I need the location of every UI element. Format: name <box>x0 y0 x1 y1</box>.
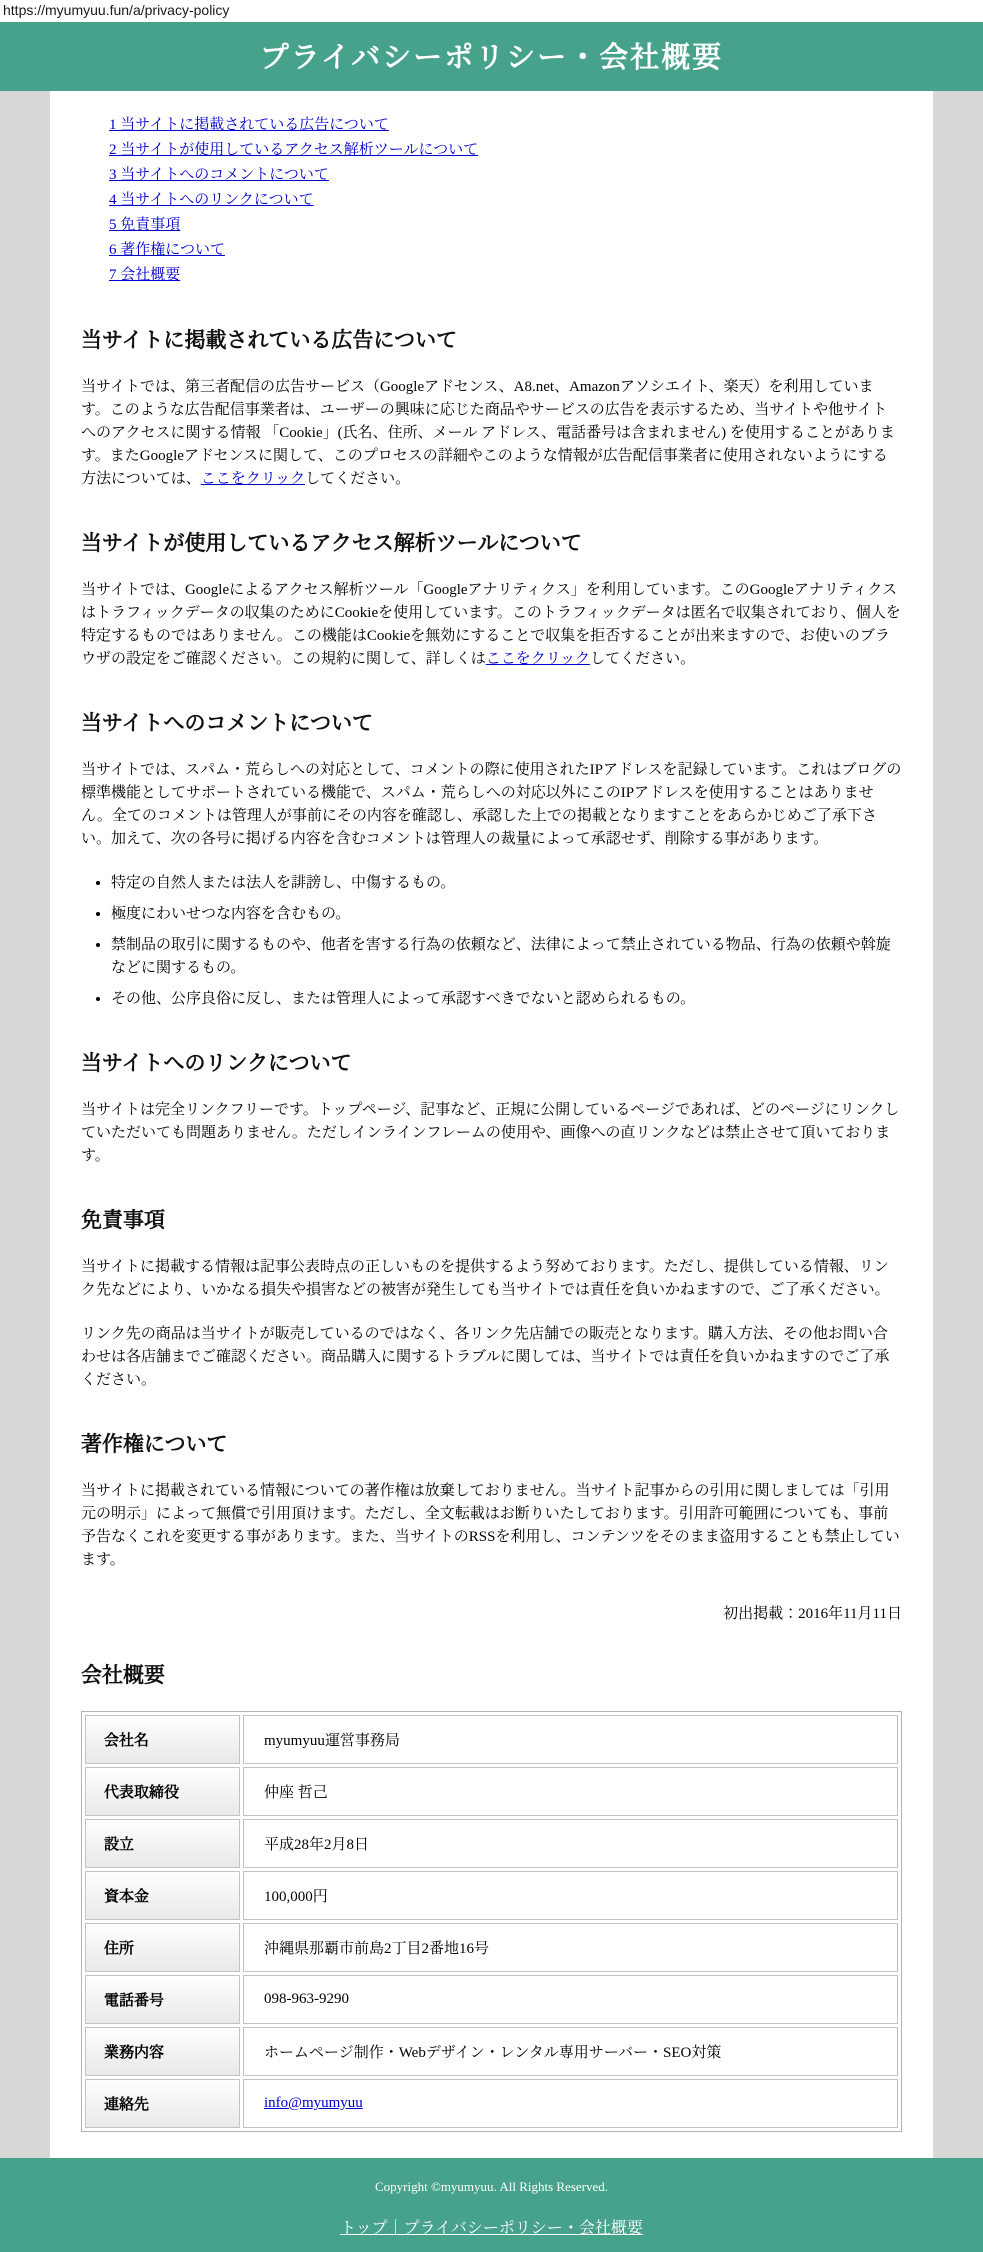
company-row-founded <box>85 1819 898 1868</box>
section-comments <box>81 707 902 1011</box>
toc-link-disclaimer[interactable]: 5 免責事項 <box>109 217 181 233</box>
toc-link-links[interactable]: 4 当サイトへのリンクについて <box>109 192 314 208</box>
section-links-heading: 当サイトへのリンクについて <box>81 1052 352 1075</box>
footer-nav-link[interactable]: トップ｜プライバシーポリシー・会社概要 <box>340 2220 643 2237</box>
content-card <box>50 91 933 2158</box>
comment-policy-item: • 禁制品の取引に関するものや、他者を害する行為の依頼など、法律によって禁止されている物品、行為の依頼や斡旋などに関するもの。 <box>111 934 902 980</box>
section-analytics <box>81 527 902 671</box>
company-row-label: 代表取締役 <box>85 1767 240 1816</box>
section-analytics-paragraph <box>81 579 902 671</box>
company-row-value: 098-963-9290 <box>243 1975 898 2024</box>
ads-optout-link[interactable]: ここをクリック <box>200 471 306 487</box>
toc-link-company[interactable]: 7 会社概要 <box>109 267 181 283</box>
company-row-business <box>85 2027 898 2076</box>
page-background <box>0 91 983 2158</box>
first-published-date: 初出掲載：2016年11月11日 <box>723 1606 902 1622</box>
company-row-value: ホームページ制作・Webデザイン・レンタル専用サーバー・SEO対策 <box>243 2027 898 2076</box>
section-disclaimer-heading: 免責事項 <box>81 1209 165 1232</box>
company-row-contact <box>85 2079 898 2128</box>
url-bar <box>0 0 983 22</box>
table-of-contents <box>109 113 902 288</box>
comment-policy-item: • 極度にわいせつな内容を含むもの。 <box>111 903 902 926</box>
analytics-terms-link[interactable]: ここをクリック <box>485 651 591 667</box>
section-copyright-paragraph: 当サイトに掲載されている情報についての著作権は放棄しておりません。当サイト記事からの引用に関しましては「引用元の明示」によって無償で引用頂けます。ただし、全文転載はお断りいたしております。引用許可範囲についても、事前予告なくこれを変更する事があります。また、当サイトのRSSを利用し、コンテンツをそのまま盗用することも禁止しています。 <box>81 1483 900 1568</box>
company-row-label: 業務内容 <box>85 2027 240 2076</box>
company-row-label: 設立 <box>85 1819 240 1868</box>
section-links <box>81 1047 902 1168</box>
disclaimer-paragraph-2: リンク先の商品は当サイトが販売しているのではなく、各リンク先店舗での販売となります。購入方法、その他お問い合わせは各店舗までご確認ください。商品購入に関するトラブルに関しては、当サイトでは責任を負いかねますのでご了承ください。 <box>81 1326 890 1388</box>
section-ads-paragraph <box>81 376 902 491</box>
ads-text-before: 当サイトでは、第三者配信の広告サービス（Googleアドセンス、A8.net、Amazonアソシエイト、楽天）を利用しています。このような広告配信事業者は、ユーザーの興味に応じた商品やサービスの広告を表示するため、当サイトや他サイトへのアクセスに関する情報 「Cookie」(氏名、住所、メール アドレス、電話番号は含まれません) を使用することがあります。またGoogleアドセンスに関して、このプロセスの詳細やこのような情報が広告配信事業者に使用されないようにする方法については、 <box>81 379 895 487</box>
company-row-capital <box>85 1871 898 1920</box>
comment-policy-list <box>81 872 902 1011</box>
company-table <box>81 1711 902 2132</box>
company-row-value: myumyuu運営事務局 <box>243 1715 898 1764</box>
company-row-label: 住所 <box>85 1923 240 1972</box>
company-row-value: 沖縄県那覇市前島2丁目2番地16号 <box>243 1923 898 1972</box>
company-row-address <box>85 1923 898 1972</box>
toc-link-copyright[interactable]: 6 著作権について <box>109 242 225 258</box>
email-link[interactable]: info@myumyuu <box>264 2095 363 2111</box>
company-row-value: 100,000円 <box>243 1871 898 1920</box>
company-row-label: 資本金 <box>85 1871 240 1920</box>
section-comments-paragraph: 当サイトでは、スパム・荒らしへの対応として、コメントの際に使用されたIPアドレスを記録しています。これはブログの標準機能としてサポートされている機能で、スパム・荒らしへの対応以外にこのIPアドレスを使用することはありません。全てのコメントは管理人が事前にその内容を確認し、承認した上での掲載となりますことをあらかじめご了承下さい。加えて、次の各号に掲げる内容を含むコメントは管理人の裁量によって承認せず、削除する事があります。 <box>81 762 902 847</box>
page-title: プライバシーポリシー・会社概要 <box>259 42 724 74</box>
url-text: https://myumyuu.fun/a/privacy-policy <box>3 2 230 18</box>
section-company <box>81 1659 902 2132</box>
company-row-value: 仲座 哲己 <box>243 1767 898 1816</box>
company-row-value <box>243 2079 898 2128</box>
section-company-heading: 会社概要 <box>81 1664 165 1687</box>
company-row-ceo <box>85 1767 898 1816</box>
section-ads-heading: 当サイトに掲載されている広告について <box>81 329 458 352</box>
company-row-value: 平成28年2月8日 <box>243 1819 898 1868</box>
section-copyright-heading: 著作権について <box>81 1433 228 1456</box>
site-header <box>0 22 983 91</box>
company-row-label: 連絡先 <box>85 2079 240 2128</box>
section-links-paragraph: 当サイトは完全リンクフリーです。トップページ、記事など、正規に公開しているページであれば、どのページにリンクしていただいても問題ありません。ただしインラインフレームの使用や、画像への直リンクなどは禁止させて頂いております。 <box>81 1102 900 1164</box>
ads-text-after: してください。 <box>305 471 411 487</box>
comment-policy-item: • 特定の自然人または法人を誹謗し、中傷するもの。 <box>111 872 902 895</box>
toc-link-analytics[interactable]: 2 当サイトが使用しているアクセス解析ツールについて <box>109 142 479 158</box>
toc-link-ads[interactable]: 1 当サイトに掲載されている広告について <box>109 117 389 133</box>
disclaimer-paragraph-1: 当サイトに掲載する情報は記事公表時点の正しいものを提供するよう努めております。ただし、提供している情報、リンク先などにより、いかなる損失や損害などの被害が発生しても当サイトでは責任を負いかねますので、ご了承ください。 <box>81 1259 890 1298</box>
company-row-phone <box>85 1975 898 2024</box>
section-comments-heading: 当サイトへのコメントについて <box>81 712 374 735</box>
section-ads <box>81 324 902 491</box>
section-analytics-heading: 当サイトが使用しているアクセス解析ツールについて <box>81 532 583 555</box>
toc-link-comments[interactable]: 3 当サイトへのコメントについて <box>109 167 329 183</box>
analytics-text-after: してください。 <box>590 651 696 667</box>
site-footer <box>0 2158 983 2252</box>
comment-policy-item: • その他、公序良俗に反し、または管理人によって承認すべきでないと認められるもの。 <box>111 988 902 1011</box>
company-row-name <box>85 1715 898 1764</box>
section-disclaimer <box>81 1204 902 1392</box>
company-row-label: 会社名 <box>85 1715 240 1764</box>
analytics-text-before: 当サイトでは、Googleによるアクセス解析ツール「Googleアナリティクス」を利用しています。このGoogleアナリティクスはトラフィックデータの収集のためにCookieを使用しています。このトラフィックデータは匿名で収集されており、個人を特定するものではありません。この機能はCookieを無効にすることで収集を拒否することが出来ますので、お使いのブラウザの設定をご確認ください。この規約に関して、詳しくは <box>81 582 901 667</box>
company-row-label: 電話番号 <box>85 1975 240 2024</box>
section-copyright <box>81 1428 902 1623</box>
footer-copyright: Copyright ©myumyuu. All Rights Reserved. <box>374 2179 609 2194</box>
